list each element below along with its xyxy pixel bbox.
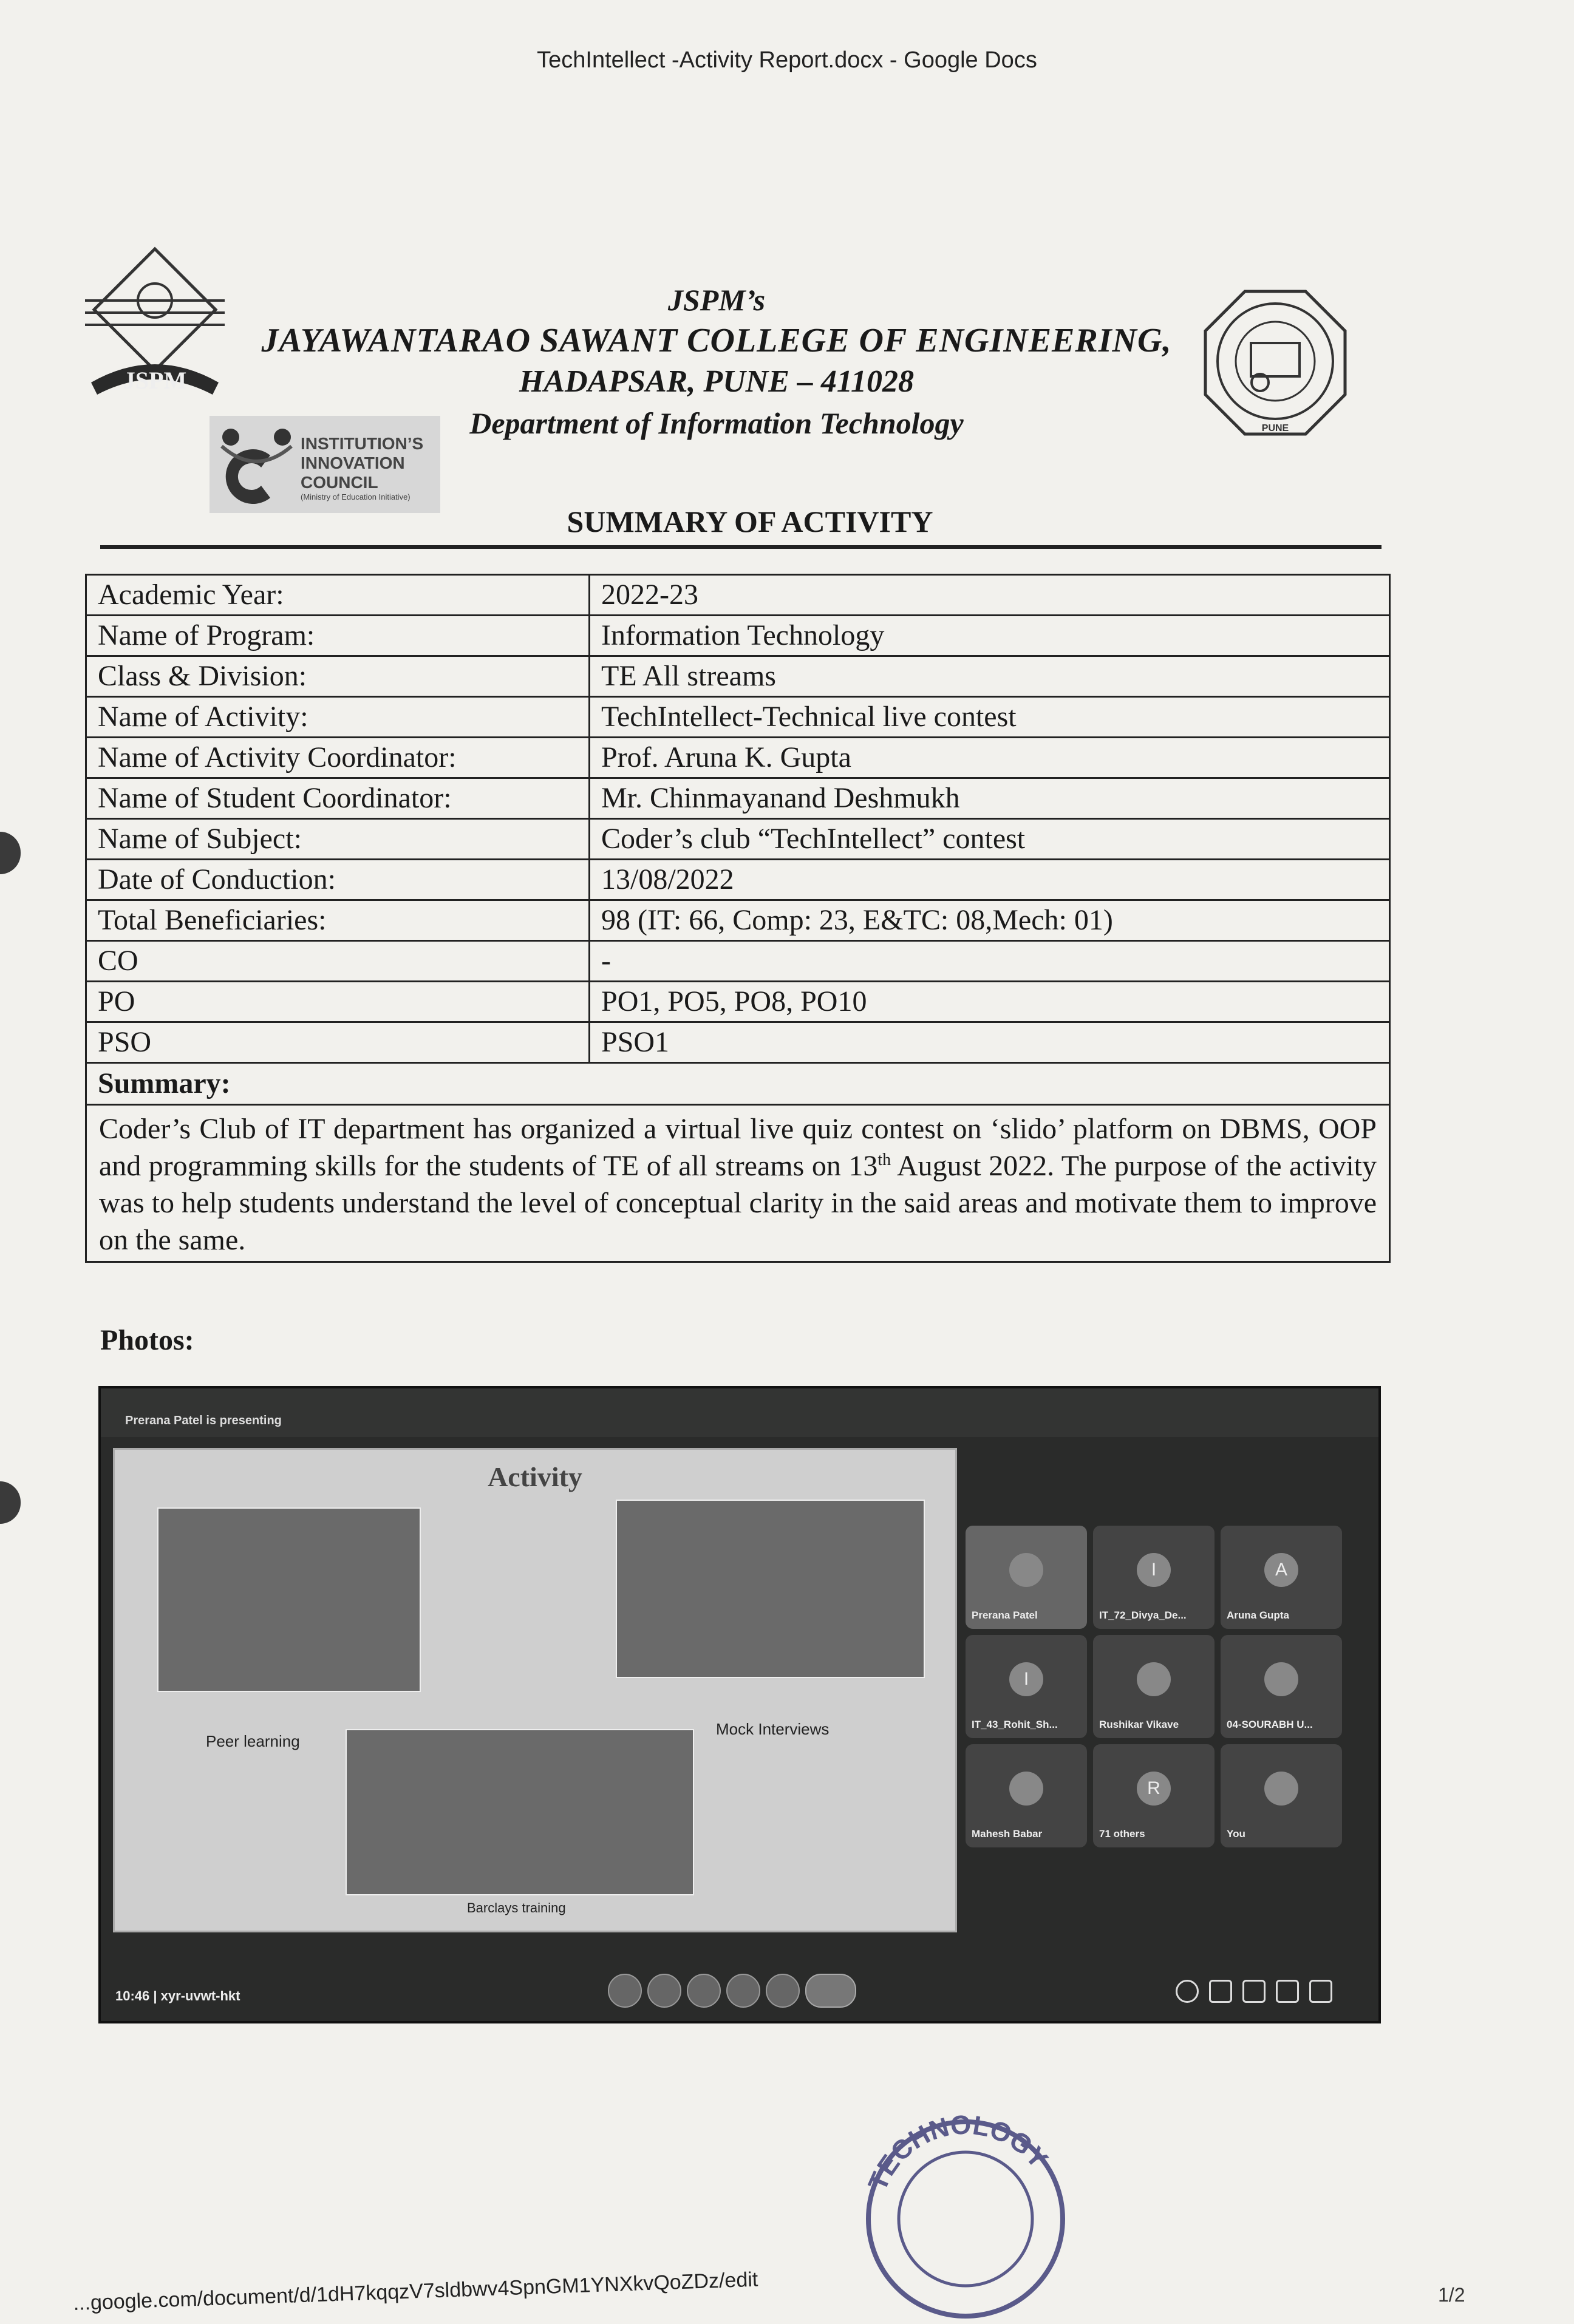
photos-label: Photos: [100, 1324, 194, 1356]
iic-logo [210, 416, 440, 513]
browser-tab-title: TechIntellect -Activity Report.docx - Google Docs [537, 47, 1037, 73]
row-label: CO [86, 941, 590, 982]
row-value: - [590, 941, 1390, 982]
people-icon[interactable] [1209, 1980, 1232, 2003]
meeting-top-bar [101, 1388, 1378, 1437]
jspm-logo [73, 243, 237, 401]
participant-avatar [1009, 1553, 1043, 1587]
present-button[interactable] [726, 1974, 760, 2008]
table-row [86, 575, 1390, 616]
participant-tile[interactable] [1221, 1526, 1342, 1629]
row-value: TE All streams [590, 656, 1390, 697]
participant-tile[interactable] [1221, 1744, 1342, 1847]
row-label: PSO [86, 1022, 590, 1063]
photo-peer-learning [157, 1507, 421, 1692]
row-value: Prof. Aruna K. Gupta [590, 738, 1390, 778]
participant-avatar: A [1264, 1553, 1298, 1587]
table-row [86, 656, 1390, 697]
participant-avatar [1264, 1662, 1298, 1696]
participant-tile[interactable] [966, 1744, 1087, 1847]
mic-button[interactable] [608, 1974, 642, 2008]
presenting-label: Prerana Patel is presenting [125, 1414, 282, 1427]
participant-name: Rushikar Vikave [1099, 1719, 1179, 1730]
row-label: Date of Conduction: [86, 860, 590, 900]
row-label: Name of Student Coordinator: [86, 778, 590, 819]
page-number: 1/2 [1438, 2284, 1465, 2306]
participant-tile[interactable] [1093, 1744, 1215, 1847]
header-line-2: JAYAWANTARAO SAWANT COLLEGE OF ENGINEERING, [261, 322, 1172, 359]
participant-name: Aruna Gupta [1227, 1609, 1289, 1621]
participant-tile[interactable] [1093, 1526, 1215, 1629]
summary-text-row [86, 1105, 1390, 1262]
host-controls-icon[interactable] [1309, 1980, 1332, 2003]
row-value: 2022-23 [590, 575, 1390, 616]
summary-label: Summary: [86, 1063, 1390, 1105]
summary-text: Coder’s Club of IT department has organized a virtual live quiz contest on ‘slido’ platform on DBMS, OOP and programming skills for the students of TE of all streams on 13th August 2022. The purpose of the activity was to help students understand the level of conceptual clarity in the said areas and motivate them to improve on the same. [86, 1105, 1390, 1262]
shared-slide [113, 1448, 957, 1932]
photo-mock-interviews [616, 1500, 925, 1678]
table-row [86, 738, 1390, 778]
heading-rule [100, 545, 1382, 549]
iic-line-4: (Ministry of Education Initiative) [301, 492, 411, 501]
participant-name: Prerana Patel [972, 1609, 1038, 1621]
activity-table [85, 574, 1391, 1263]
row-label: Name of Activity Coordinator: [86, 738, 590, 778]
jspm-logo-text: JSPM [123, 367, 187, 394]
row-label: Total Beneficiaries: [86, 900, 590, 941]
row-value: Information Technology [590, 616, 1390, 656]
row-label: Name of Activity: [86, 697, 590, 738]
slide-title: Activity [488, 1461, 582, 1492]
participant-tile[interactable] [1221, 1635, 1342, 1738]
table-row [86, 900, 1390, 941]
table-row [86, 819, 1390, 860]
row-value: Coder’s club “TechIntellect” contest [590, 819, 1390, 860]
row-value: TechIntellect-Technical live contest [590, 697, 1390, 738]
row-label: Name of Subject: [86, 819, 590, 860]
participant-avatar [1137, 1662, 1171, 1696]
captions-button[interactable] [687, 1974, 721, 2008]
table-row [86, 941, 1390, 982]
page-url: ...google.com/document/d/1dH7kqqzV7sldbwv4SpnGM1YNXkvQoZDz/edit [73, 2268, 758, 2315]
iic-emblem-icon [216, 422, 298, 507]
header-line-1: JSPM’s [667, 283, 766, 317]
participant-name: Mahesh Babar [972, 1828, 1043, 1840]
row-label: Academic Year: [86, 575, 590, 616]
row-label: Class & Division: [86, 656, 590, 697]
department-stamp [856, 2110, 1075, 2324]
participant-name: 71 others [1099, 1828, 1145, 1840]
iic-line-3: COUNCIL [301, 473, 378, 492]
participant-name: You [1227, 1828, 1245, 1840]
chat-icon[interactable] [1242, 1980, 1266, 2003]
stamp-text: TECHNOLOGY [862, 2110, 1054, 2195]
participant-name: 04-SOURABH U... [1227, 1719, 1313, 1730]
participant-avatar [1009, 1772, 1043, 1806]
table-row [86, 778, 1390, 819]
table-row [86, 860, 1390, 900]
iic-line-1: INSTITUTION’S [301, 434, 424, 453]
row-value: PSO1 [590, 1022, 1390, 1063]
iic-line-2: INNOVATION [301, 454, 405, 472]
row-value: 98 (IT: 66, Comp: 23, E&TC: 08,Mech: 01) [590, 900, 1390, 941]
meeting-screenshot [98, 1386, 1381, 2023]
participant-avatar: I [1009, 1662, 1043, 1696]
row-value: Mr. Chinmayanand Deshmukh [590, 778, 1390, 819]
table-row [86, 616, 1390, 656]
table-row [86, 697, 1390, 738]
header-line-3: HADAPSAR, PUNE – 411028 [519, 364, 915, 399]
punch-hole [0, 1481, 21, 1524]
table-row [86, 982, 1390, 1022]
meeting-bottom-bar [101, 1972, 1378, 2021]
end-call-button[interactable] [805, 1974, 856, 2008]
participant-tile[interactable] [966, 1526, 1087, 1629]
participant-tile[interactable] [966, 1635, 1087, 1738]
caption-mock: Mock Interviews [716, 1720, 830, 1738]
summary-label-row [86, 1063, 1390, 1105]
row-label: Name of Program: [86, 616, 590, 656]
info-icon[interactable] [1176, 1980, 1199, 2003]
participant-avatar: I [1137, 1553, 1171, 1587]
row-value: PO1, PO5, PO8, PO10 [590, 982, 1390, 1022]
row-value: 13/08/2022 [590, 860, 1390, 900]
meeting-clock: 10:46 | xyr-uvwt-hkt [115, 1988, 240, 2003]
college-seal [1199, 285, 1351, 443]
caption-peer: Peer learning [206, 1732, 300, 1750]
punch-hole [0, 832, 21, 874]
row-label: PO [86, 982, 590, 1022]
activities-icon[interactable] [1276, 1980, 1299, 2003]
participant-tile[interactable] [1093, 1635, 1215, 1738]
camera-button[interactable] [647, 1974, 681, 2008]
photo-barclays-training [346, 1729, 694, 1895]
more-options-button[interactable] [766, 1974, 800, 2008]
seal-text: PUNE [1261, 423, 1289, 433]
participant-name: IT_43_Rohit_Sh... [972, 1719, 1058, 1730]
summary-heading: SUMMARY OF ACTIVITY [567, 505, 933, 539]
participant-avatar [1264, 1772, 1298, 1806]
table-row [86, 1022, 1390, 1063]
participant-avatar: R [1137, 1772, 1171, 1806]
caption-barclays: Barclays training [467, 1900, 566, 1915]
participant-name: IT_72_Divya_De... [1099, 1609, 1187, 1621]
header-line-4: Department of Information Technology [469, 406, 964, 440]
